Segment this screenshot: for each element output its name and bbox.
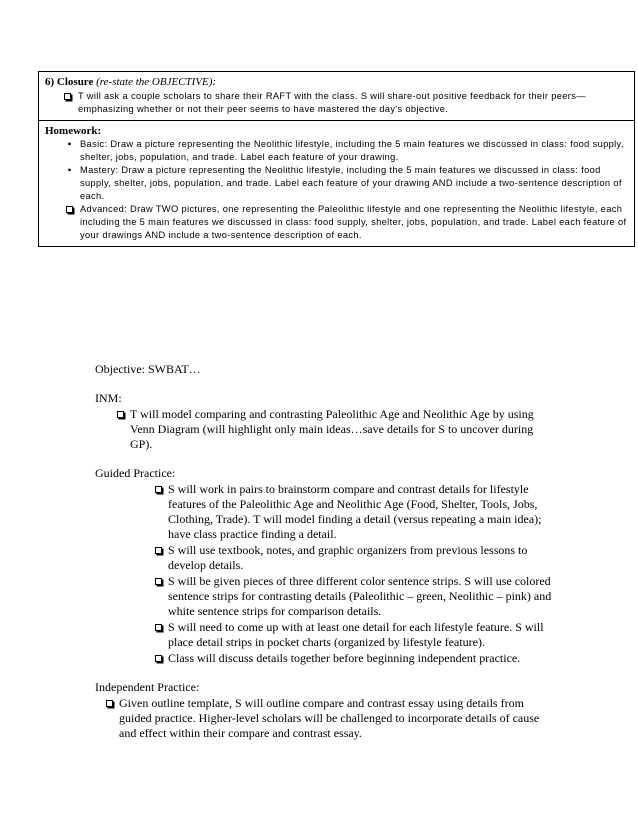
closure-section: [39, 72, 634, 120]
bullet-icon: •: [67, 163, 72, 177]
inm-list: [110, 407, 555, 452]
closure-heading: 6) Closure (re-state the OBJECTIVE):: [45, 76, 217, 88]
checkbox-icon: [148, 574, 168, 585]
objective-line: Objective: SWBAT…: [95, 362, 201, 376]
checkbox-icon: [110, 407, 130, 418]
guided-practice-heading: Guided Practice:: [95, 466, 176, 480]
list-item: S will need to come up with at least one detail for each lifestyle feature. S will place detail strips in pocket charts (organized by lifestyle feature).: [148, 620, 555, 650]
independent-practice-heading: Independent Practice:: [95, 680, 200, 694]
checkbox-icon: [148, 651, 168, 662]
homework-item: • Basic: Draw a picture representing the Neolithic lifestyle, including the 5 main features we discussed in class: food supply, shelter, jobs, population, and trade. Label each feature of your drawing.: [59, 138, 628, 164]
list-item: Class will discuss details together before beginning independent practice.: [148, 651, 555, 666]
list-item: S will be given pieces of three different color sentence strips. S will use colored sentence strips for contrasting details (Paleolithic – green, Neolithic – pink) and white sentence strips for comparison details.: [148, 574, 555, 619]
list-item: T will model comparing and contrasting Paleolithic Age and Neolithic Age by using Venn Diagram (will highlight only main ideas…save details for S to uncover during GP).: [110, 407, 555, 452]
list-item: S will use textbook, notes, and graphic organizers from previous lessons to develop details.: [148, 543, 555, 573]
checkbox-icon: [57, 90, 78, 100]
checkbox-icon: [59, 203, 80, 213]
homework-item: • Mastery: Draw a picture representing the Neolithic lifestyle, including the 5 main features we discussed in class: food supply, shelter, jobs, population, and trade. Label each feature of your drawing AND include a two-sentence description of each.: [59, 164, 628, 203]
checkbox-icon: [148, 543, 168, 554]
homework-heading: Homework:: [45, 125, 102, 137]
closure-item: T will ask a couple scholars to share their RAFT with the class. S will share-out positive feedback for their peers—emphasizing whether or not their peer seems to have mastered the day's objective.: [57, 90, 628, 116]
guided-practice-list: [148, 482, 555, 666]
inm-heading: INM:: [95, 391, 122, 405]
list-item: Given outline template, S will outline compare and contrast essay using details from guided practice. Higher-level scholars will be challenged to incorporate details of cause and effect within their compare and contrast essay.: [99, 696, 555, 741]
bullet-icon: •: [67, 137, 72, 151]
homework-item: Advanced: Draw TWO pictures, one representing the Paleolithic lifestyle and one representing the Neolithic lifestyle, each including the 5 main features we discussed in class: food supply, shelter, jobs, population, and trade. Label each feature of your drawings AND include a two-sentence description of each.: [59, 203, 628, 242]
list-item: S will work in pairs to brainstorm compare and contrast details for lifestyle features of the Paleolithic Age and Neolithic Age (Food, Shelter, Tools, Jobs, Clothing, Trade). T will model finding a detail (versus repeating a main idea); have class practice finding a detail.: [148, 482, 555, 542]
checkbox-icon: [99, 696, 119, 707]
homework-section: [39, 120, 634, 246]
checkbox-icon: [148, 620, 168, 631]
lesson-outline: [95, 362, 555, 741]
lesson-plan-table: [38, 71, 635, 247]
checkbox-icon: [148, 482, 168, 493]
independent-practice-list: [99, 696, 555, 741]
